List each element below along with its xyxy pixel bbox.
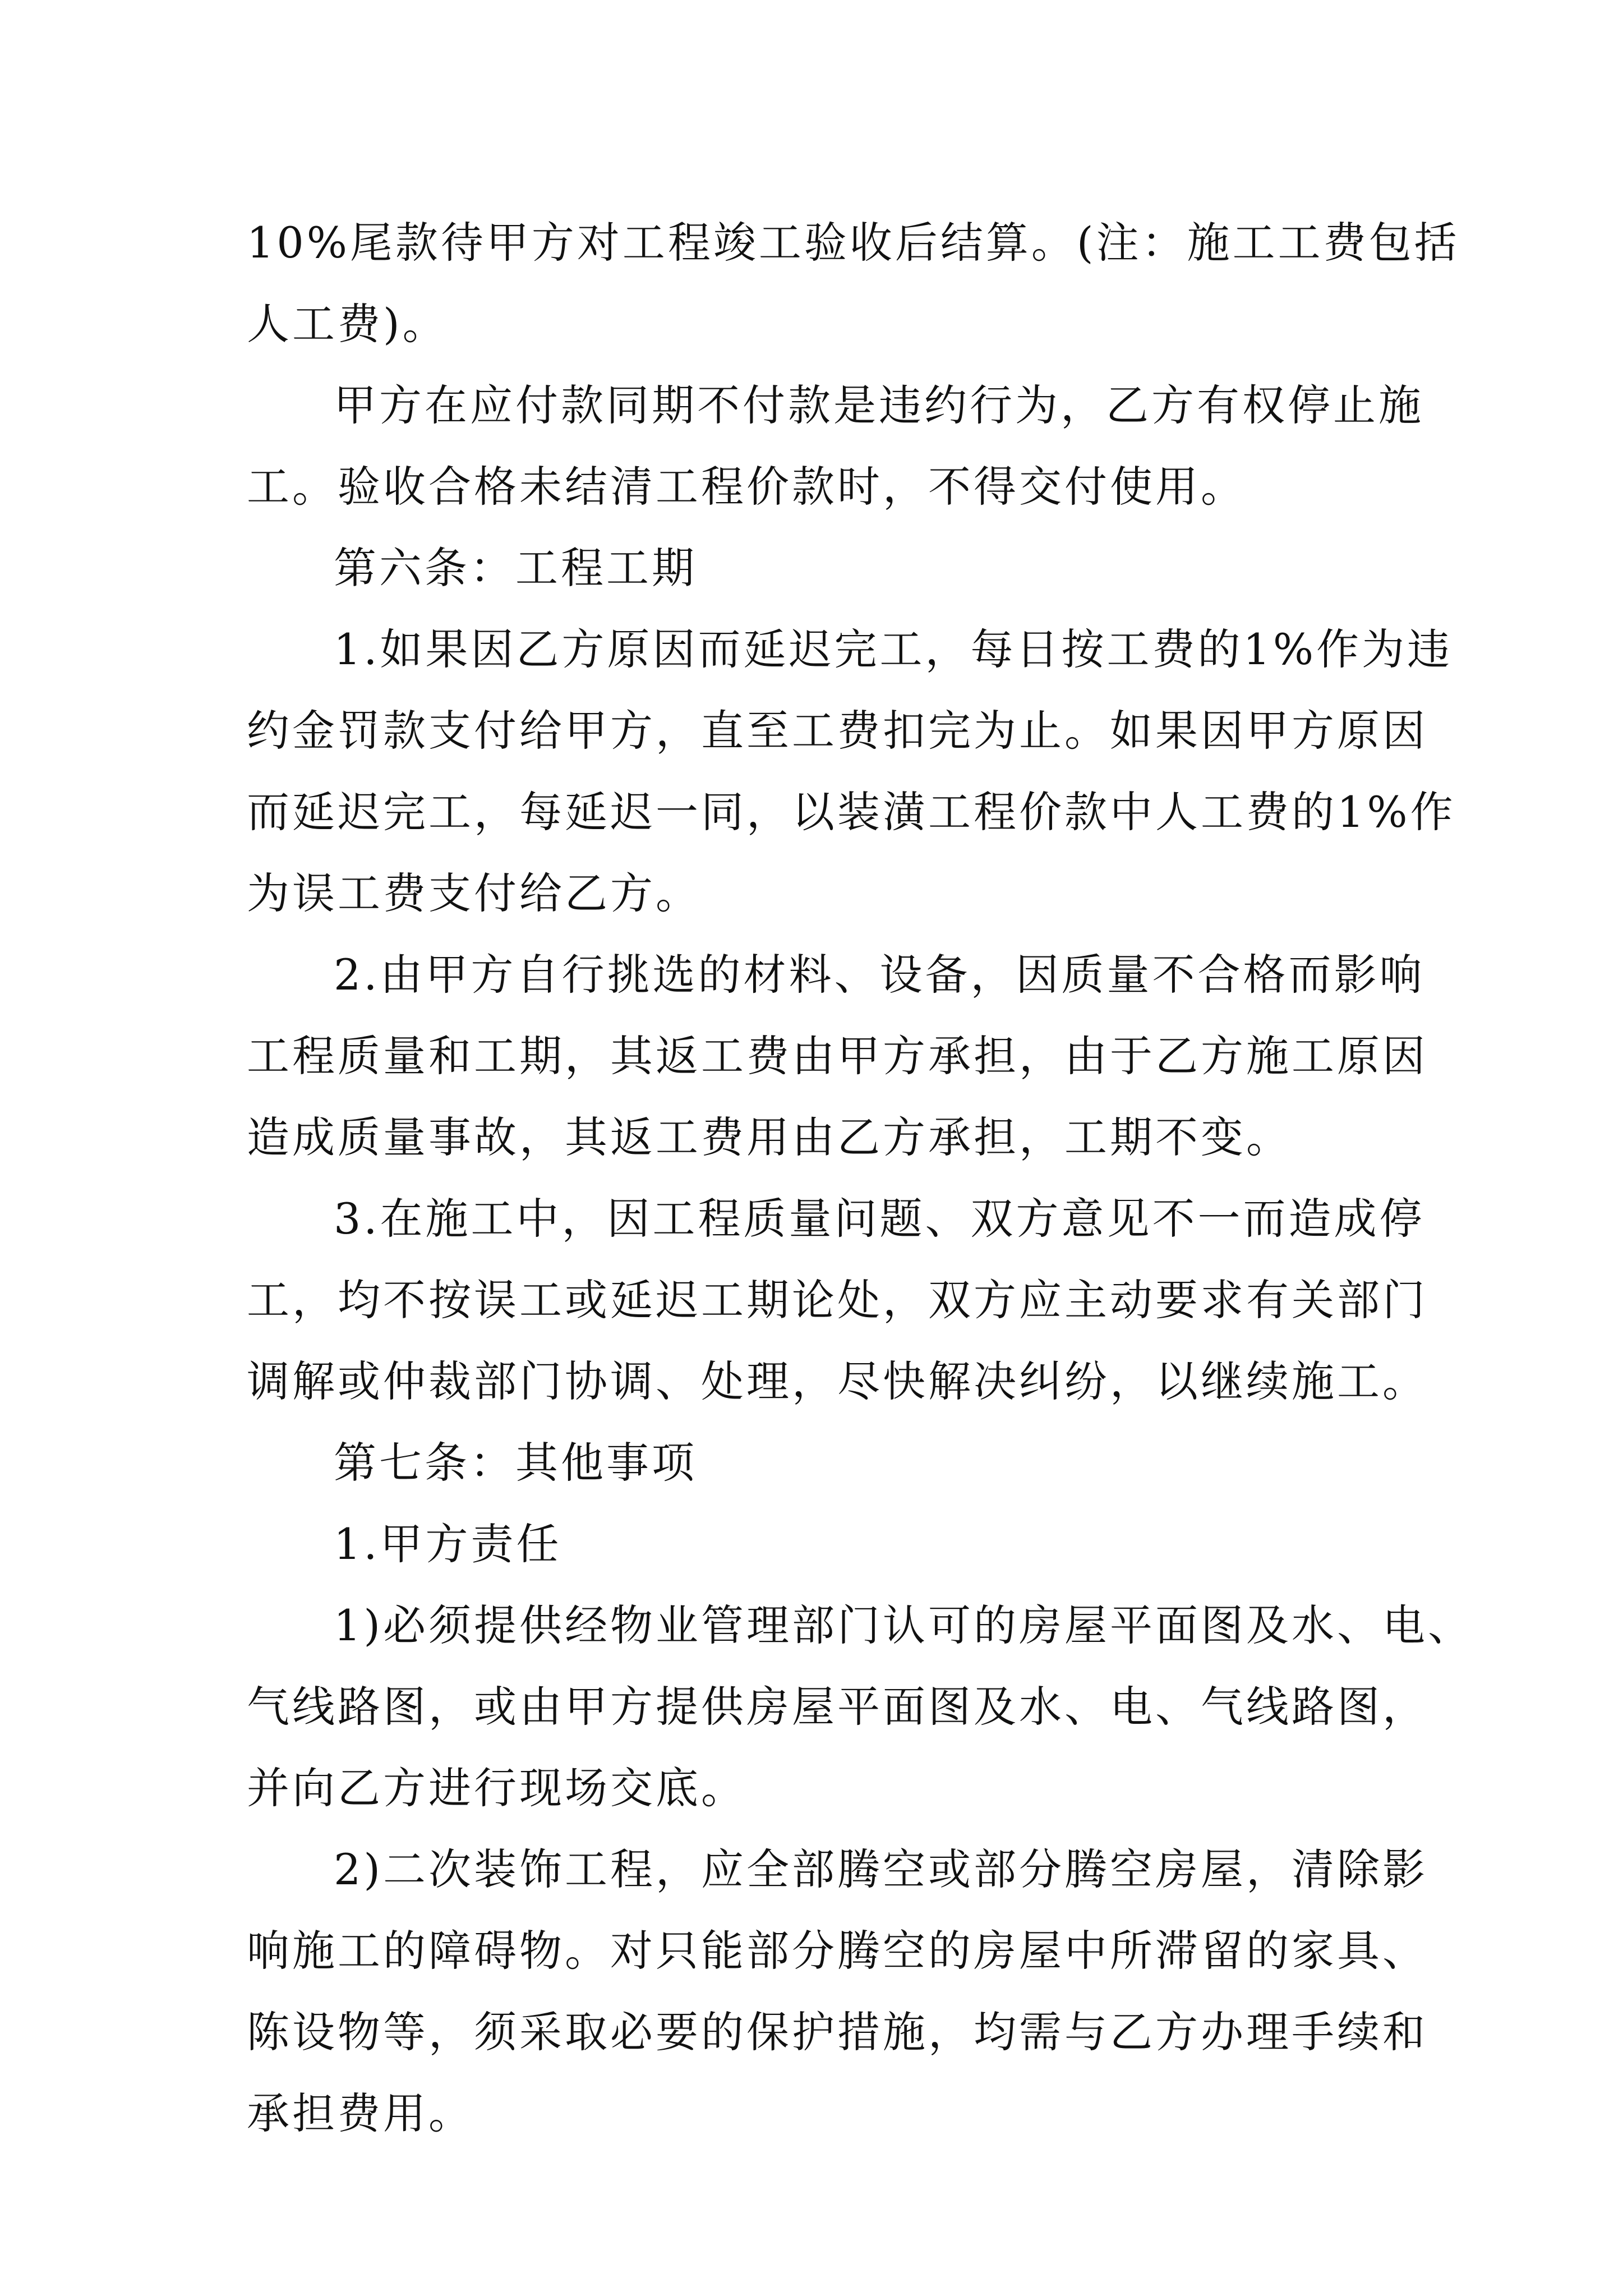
- text-line: 为误工费支付给乙方。: [247, 868, 701, 918]
- text-line: 甲方在应付款同期不付款是违约行为，乙方有权停止施: [334, 380, 1424, 430]
- section-heading: 第七条：其他事项: [334, 1438, 697, 1488]
- text-line: 陈设物等，须采取必要的保护措施，均需与乙方办理手续和: [247, 2007, 1428, 2057]
- text-line: 3.在施工中，因工程质量问题、双方意见不一而造成停: [334, 1194, 1425, 1244]
- section-heading: 第六条：工程工期: [334, 543, 697, 593]
- text-line: 工程质量和工期，其返工费由甲方承担，由于乙方施工原因: [247, 1031, 1428, 1081]
- text-line: 承担费用。: [247, 2088, 474, 2138]
- text-line: 2.由甲方自行挑选的材料、设备，因质量不合格而影响: [334, 950, 1425, 1000]
- text-line: 工。验收合格未结清工程价款时，不得交付使用。: [247, 462, 1246, 512]
- text-line: 2)二次装饰工程，应全部腾空或部分腾空房屋，清除影: [334, 1844, 1428, 1894]
- text-line: 而延迟完工，每延迟一同，以装潢工程价款中人工费的1%作: [247, 787, 1456, 837]
- document-body: [247, 202, 1474, 2154]
- text-line: 响施工的障碍物。对只能部分腾空的房屋中所滞留的家具、: [247, 1926, 1428, 1976]
- subsection-heading: 1.甲方责任: [334, 1519, 562, 1569]
- text-line: 工，均不按误工或延迟工期论处，双方应主动要求有关部门: [247, 1275, 1428, 1325]
- text-line: 并向乙方进行现场交底。: [247, 1763, 746, 1813]
- text-line: 造成质量事故，其返工费用由乙方承担，工期不变。: [247, 1112, 1292, 1162]
- text-line: 气线路图，或由甲方提供房屋平面图及水、电、气线路图，: [247, 1682, 1428, 1732]
- text-line: 调解或仲裁部门协调、处理，尽快解决纠纷，以继续施工。: [247, 1356, 1428, 1406]
- text-line: 人工费)。: [247, 299, 448, 349]
- text-line: 10%尾款待甲方对工程竣工验收后结算。(注：施工工费包括: [247, 218, 1460, 268]
- text-line: 1.如果因乙方原因而延迟完工，每日按工费的1%作为违: [334, 624, 1453, 674]
- text-line: 1)必须提供经物业管理部门认可的房屋平面图及水、电、: [334, 1600, 1474, 1650]
- text-line: 约金罚款支付给甲方，直至工费扣完为止。如果因甲方原因: [247, 706, 1428, 756]
